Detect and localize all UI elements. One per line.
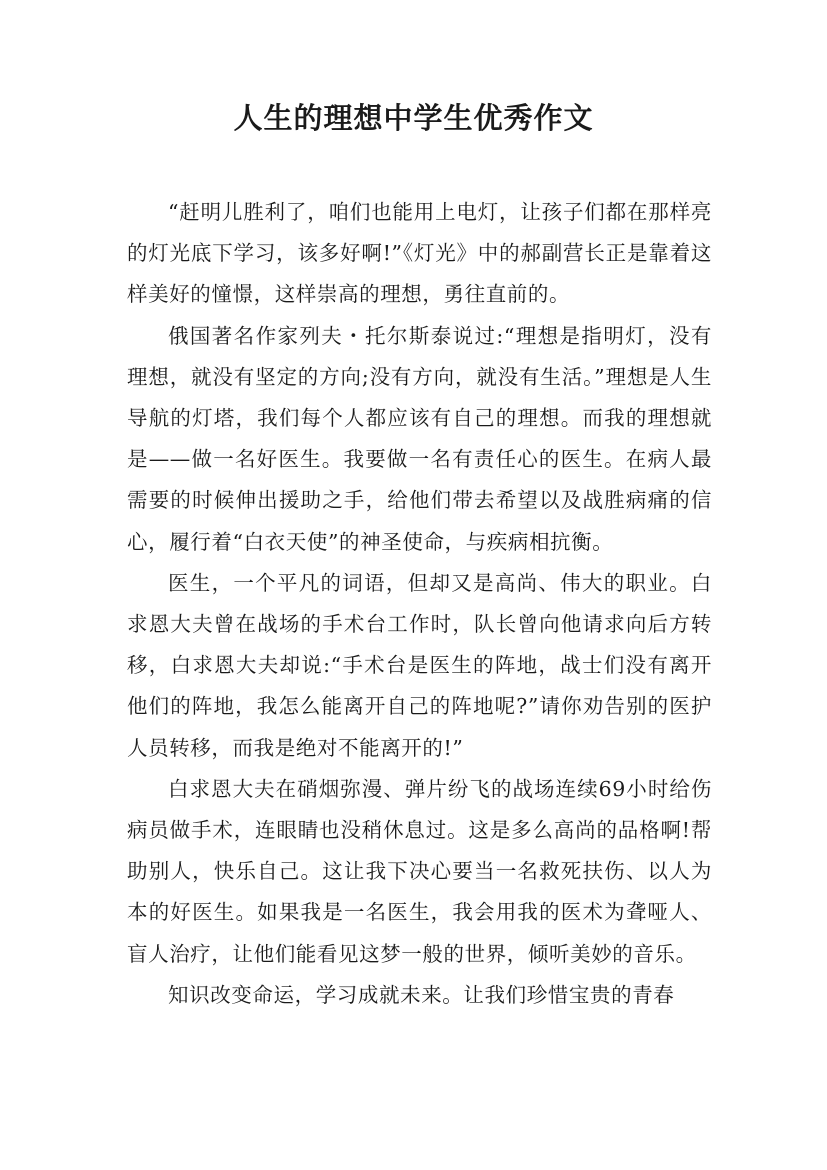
paragraph-5: 知识改变命运，学习成就未来。让我们珍惜宝贵的青春 [168,982,675,1007]
paragraph-2: 俄国著名作家列夫・托尔斯泰说过:“理想是指明灯，没有理想，就没有坚定的方向;没有方向，就没有生活。”理想是人生导航的灯塔，我们每个人都应该有自己的理想。而我的理想就是——做一名好医生。我要做一名有责任心的医生。在病人最需要的时候伸出援助之手，给他们带去希望以及战胜病痛的信心，履行着“白衣天使”的神圣使命，与疾病相抗衡。 [127,323,712,554]
document-body [127,192,712,1016]
paragraph-4: 白求恩大夫在硝烟弥漫、弹片纷飞的战场连续69小时给伤病员做手术，连眼睛也没稍休息过。这是多么高尚的品格啊!帮助别人，快乐自己。这让我下决心要当一名救死扶伤、以人为本的好医生。如果我是一名医生，我会用我的医术为聋哑人、盲人治疗，让他们能看见这梦一般的世界，倾听美妙的音乐。 [127,776,712,966]
paragraph-1: “赶明儿胜利了，咱们也能用上电灯，让孩子们都在那样亮的灯光底下学习，该多好啊!”《灯光》中的郝副营长正是靠着这样美好的憧憬，这样崇高的理想，勇往直前的。 [127,200,712,307]
paragraph-3: 医生，一个平凡的词语，但却又是高尚、伟大的职业。白求恩大夫曾在战场的手术台工作时，队长曾向他请求向后方转移，白求恩大夫却说:“手术台是医生的阵地，战士们没有离开他们的阵地，我怎么能离开自己的阵地呢?”请你劝告别的医护人员转移，而我是绝对不能离开的!” [127,570,712,760]
document-title: 人生的理想中学生优秀作文 [233,101,594,135]
